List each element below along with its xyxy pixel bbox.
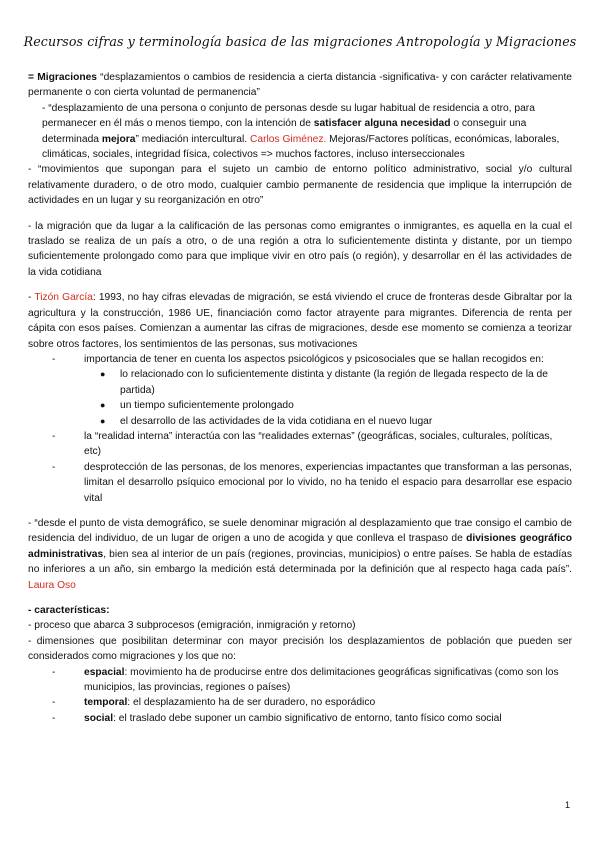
dimension-term: temporal <box>84 697 128 709</box>
tizon-garcia-paragraph <box>28 290 572 352</box>
definition-term: Migraciones <box>37 72 97 83</box>
list-item: - importancia de tener en cuenta los aspectos psicológicos y psicosociales que se hallan recogidos en: <box>52 353 544 365</box>
author-laura-oso: Laura Oso <box>28 579 76 591</box>
dimension-text: : el desplazamiento ha de ser duradero, no esporádico <box>127 697 376 709</box>
caracteristicas-heading <box>28 603 572 618</box>
caracteristicas-line: - proceso que abarca 3 subprocesos (emigración, inmigración y retorno) <box>28 620 356 632</box>
text-run: - <box>28 292 35 304</box>
bold-term: mejora <box>101 133 136 145</box>
author-tizon-garcia: Tizón García <box>34 292 93 304</box>
dimension-text: : movimiento ha de producirse entre dos delimitaciones geográficas significativas (como son los municipios, las provincias, regiones o países) <box>84 666 559 694</box>
dimension-item: - social: el traslado debe suponer un cambio significativo de entorno, tanto físico como social <box>52 712 502 724</box>
bold-term: divisiones geográfico administrativas <box>28 533 572 560</box>
bullet-item <box>28 414 572 429</box>
movimientos-definition: - “movimientos que supongan para el sujeto un cambio de entorno político administrativo, social y/o cultural relativamente duradero, o de otro modo, cualquier cambio permanente de residencia que implique la interrupción de actividades en un lugar y su reorganización en otro” <box>28 164 572 207</box>
bullet-text: lo relacionado con lo suficientemente distinta y distante (la región de llegada respecto de la de partida) <box>120 369 548 396</box>
dimension-term: espacial <box>84 666 125 678</box>
caracteristicas-line: - dimensiones que posibilitan determinar con mayor precisión los desplazamientos de población que pueden ser considerados como migraciones y los que no: <box>28 635 572 663</box>
heading-text: - características: <box>28 605 110 616</box>
text-run: - “desde el punto de vista demográfico, se suele denominar migración al desplazamiento que trae consigo el cambio de residencia del individuo, de un lugar de origen a uno de acogida y que conlleva el traspaso de <box>28 517 572 545</box>
text-run: o conseguir una determinada <box>42 118 527 145</box>
bold-term: satisfacer alguna necesidad <box>313 118 451 130</box>
dimension-item: - temporal: el desplazamiento ha de ser duradero, no esporádico <box>52 697 376 709</box>
dimension-item: - espacial: movimiento ha de producirse entre dos delimitaciones geográficas significativas (como son los municipios, las provincias, regiones o países) <box>52 666 559 694</box>
text-run: ” mediación intercultural. <box>135 133 250 145</box>
bullet-text: el desarrollo de las actividades de la vida cotidiana en el nuevo lugar <box>120 415 433 427</box>
text-run: : 1993, no hay cifras elevadas de migración, se está viviendo el cruce de fronteras desde Gibraltar por la agricultura y la construcción, 1986 UE, financiación como factor atrayente para migrantes. Diferencia de renta per cápita con esos países. Comienzan a aumentar las cifras de migraciones, desde ese momento se comienza a teorizar sobre otros factores, los sentimientos de las personas, sus motivaciones <box>28 292 572 350</box>
author-carlos-gimenez: Carlos Giménez. <box>249 133 327 145</box>
list-item-text: importancia de tener en cuenta los aspectos psicológicos y psicosociales que se hallan recogidos en: <box>84 353 544 365</box>
bullet-icon: ● <box>100 400 106 411</box>
definition-lead: = <box>28 72 38 83</box>
list-item: - desprotección de las personas, de los menores, experiencias impactantes que transforman a las personas, limitan el desarrollo psíquico emocional por lo vivido, no ha tenido el espacio para desarrollar ese espacio vital <box>52 461 572 504</box>
list-item: - la “realidad interna” interactúa con las “realidades externas” (geográficas, sociales, culturales, políticas, etc) <box>52 430 553 458</box>
list-item-text: la “realidad interna” interactúa con las “realidades externas” (geográficas, sociales, culturales, políticas, etc) <box>84 430 553 458</box>
emigrantes-definition: - la migración que da lugar a la calificación de las personas como emigrantes o inmigrantes, es aquella en la cual el traslado se realiza de un país a otro, o de una región a otra lo suficientemente distinta y distante, por un tiempo suficientemente prolongado como para que implique vivir en otro país (o región), y desarrollar en él las actividades de la vida cotidiana <box>28 220 572 278</box>
dimension-text: : el traslado debe suponer un cambio significativo de entorno, tanto físico como social <box>113 712 502 724</box>
bullet-text: un tiempo suficientemente prolongado <box>120 400 294 412</box>
document-body <box>28 70 572 726</box>
definition-text: “desplazamientos o cambios de residencia a cierta distancia -significativa- y con carácter relativamente permanente o con cierta voluntad de permanencia” <box>28 72 572 99</box>
list-item-text: desprotección de las personas, de los menores, experiencias impactantes que transforman a las personas, limitan el desarrollo psíquico emocional por lo vivido, no ha tenido el espacio para desarrollar ese espacio vital <box>84 461 572 504</box>
bullet-icon: ● <box>100 415 106 426</box>
bullet-item <box>28 398 572 413</box>
page-number: 1 <box>564 800 570 810</box>
gimenez-definition <box>28 101 572 163</box>
demografico-definition <box>28 516 572 593</box>
text-run: - “desplazamiento de una persona o conjunto de personas desde su lugar habitual de residencia a otro, para permanecer en él más o menos tiempo, con la intención de <box>42 102 535 130</box>
migraciones-definition <box>28 70 572 101</box>
text-run: , bien sea al interior de un país (regiones, provincias, municipios) o entre países. Se habla de estadías no inferiores a un año, sin embargo la medición está determinada por la definición que al respecto haga cada país”. <box>28 548 572 576</box>
document-title: Recursos cifras y terminología basica de las migraciones Antropología y Migraciones <box>23 34 577 49</box>
bullet-icon: ● <box>100 369 106 380</box>
text-run: Mejoras/Factores políticas, económicas, laborales, climáticas, sociales, integridad física, colectivos => muchos factores, incluso interseccionales <box>42 133 560 161</box>
bullet-item <box>28 367 572 398</box>
dimension-term: social <box>84 712 114 724</box>
